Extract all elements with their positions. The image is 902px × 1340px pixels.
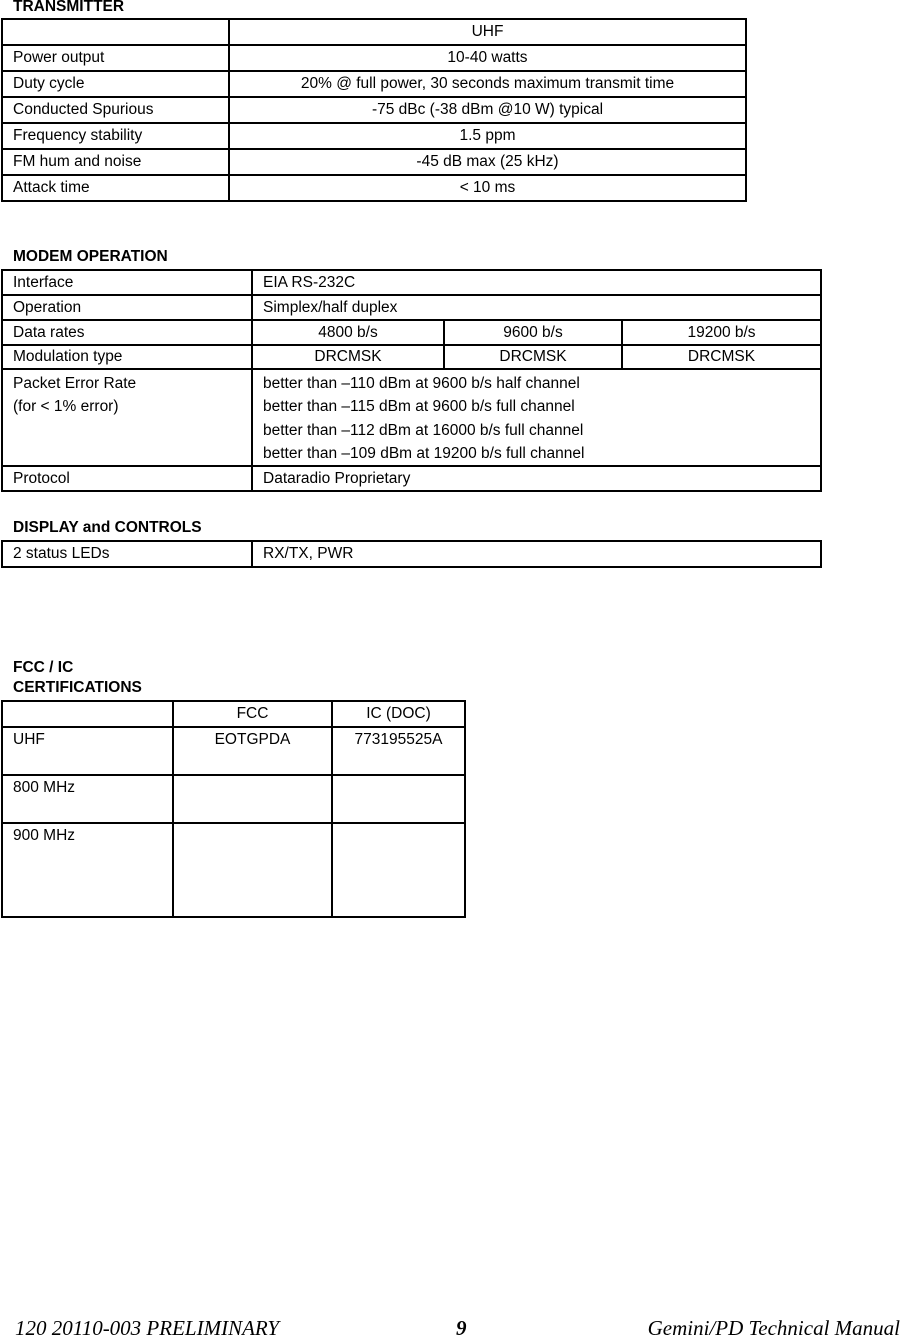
row-label: Modulation type xyxy=(2,345,252,369)
table-row xyxy=(2,97,746,123)
table-row xyxy=(2,345,821,369)
data-rate-cell: 4800 b/s xyxy=(252,320,444,345)
row-label: FM hum and noise xyxy=(2,149,229,175)
band-label: 900 MHz xyxy=(2,823,173,917)
table-row xyxy=(2,823,465,917)
certifications-table xyxy=(1,700,466,918)
band-label: UHF xyxy=(2,727,173,775)
row-label: Operation xyxy=(2,295,252,320)
row-value: < 10 ms xyxy=(229,175,746,201)
per-values-cell xyxy=(252,369,821,466)
table-row xyxy=(2,320,821,345)
row-value: RX/TX, PWR xyxy=(252,541,821,567)
band-label: 800 MHz xyxy=(2,775,173,823)
row-label: 2 status LEDs xyxy=(2,541,252,567)
row-label: Interface xyxy=(2,270,252,295)
per-label-cell xyxy=(2,369,252,466)
data-rate-cell: 9600 b/s xyxy=(444,320,622,345)
row-value: 20% @ full power, 30 seconds maximum transmit time xyxy=(229,71,746,97)
per-label-line: (for < 1% error) xyxy=(13,398,119,416)
header-cell-ic: IC (DOC) xyxy=(332,701,465,727)
row-value: EIA RS-232C xyxy=(252,270,821,295)
table-row xyxy=(2,775,465,823)
modem-table xyxy=(1,269,822,492)
data-rate-cell: 19200 b/s xyxy=(622,320,821,345)
row-value: 10-40 watts xyxy=(229,45,746,71)
row-label: Attack time xyxy=(2,175,229,201)
table-row xyxy=(2,541,821,567)
ic-id xyxy=(332,823,465,917)
display-table xyxy=(1,540,822,568)
modulation-cell: DRCMSK xyxy=(622,345,821,369)
row-label: Frequency stability xyxy=(2,123,229,149)
row-value: Dataradio Proprietary xyxy=(252,466,821,491)
row-value: -45 dB max (25 kHz) xyxy=(229,149,746,175)
fcc-id xyxy=(173,823,332,917)
row-value: 1.5 ppm xyxy=(229,123,746,149)
row-label: Data rates xyxy=(2,320,252,345)
display-title: DISPLAY and CONTROLS xyxy=(13,519,202,536)
header-cell-empty xyxy=(2,701,173,727)
header-cell-uhf: UHF xyxy=(229,19,746,45)
table-row xyxy=(2,123,746,149)
table-row xyxy=(2,295,821,320)
fcc-id: EOTGPDA xyxy=(173,727,332,775)
table-header-row xyxy=(2,19,746,45)
table-row xyxy=(2,270,821,295)
modulation-cell: DRCMSK xyxy=(252,345,444,369)
row-label: Duty cycle xyxy=(2,71,229,97)
per-value-line: better than –115 dBm at 9600 b/s full channel xyxy=(263,398,575,416)
header-cell-fcc: FCC xyxy=(173,701,332,727)
table-header-row xyxy=(2,701,465,727)
per-value-line: better than –109 dBm at 19200 b/s full channel xyxy=(263,444,585,462)
modulation-cell: DRCMSK xyxy=(444,345,622,369)
ic-id: 773195525A xyxy=(332,727,465,775)
footer-page-number: 9 xyxy=(456,1316,467,1340)
table-row xyxy=(2,71,746,97)
table-row xyxy=(2,175,746,201)
row-value: Simplex/half duplex xyxy=(252,295,821,320)
per-value-line: better than –110 dBm at 9600 b/s half channel xyxy=(263,375,580,392)
table-row xyxy=(2,45,746,71)
row-value: -75 dBc (-38 dBm @10 W) typical xyxy=(229,97,746,123)
table-row xyxy=(2,727,465,775)
row-label: Protocol xyxy=(2,466,252,491)
row-label: Conducted Spurious xyxy=(2,97,229,123)
certifications-title-line2: CERTIFICATIONS xyxy=(13,679,142,696)
table-row xyxy=(2,466,821,491)
ic-id xyxy=(332,775,465,823)
table-row xyxy=(2,149,746,175)
certifications-title-line1: FCC / IC xyxy=(13,659,74,676)
footer-doc-id: 120 20110-003 PRELIMINARY xyxy=(15,1316,280,1340)
transmitter-title: TRANSMITTER xyxy=(13,0,125,15)
row-label: Power output xyxy=(2,45,229,71)
per-value-line: better than –112 dBm at 16000 b/s full channel xyxy=(263,421,584,439)
header-cell-empty xyxy=(2,19,229,45)
modem-title: MODEM OPERATION xyxy=(13,248,168,265)
footer-manual-title: Gemini/PD Technical Manual xyxy=(647,1316,900,1340)
transmitter-table xyxy=(1,18,747,202)
table-row xyxy=(2,369,821,466)
fcc-id xyxy=(173,775,332,823)
per-label-line: Packet Error Rate xyxy=(13,375,137,392)
